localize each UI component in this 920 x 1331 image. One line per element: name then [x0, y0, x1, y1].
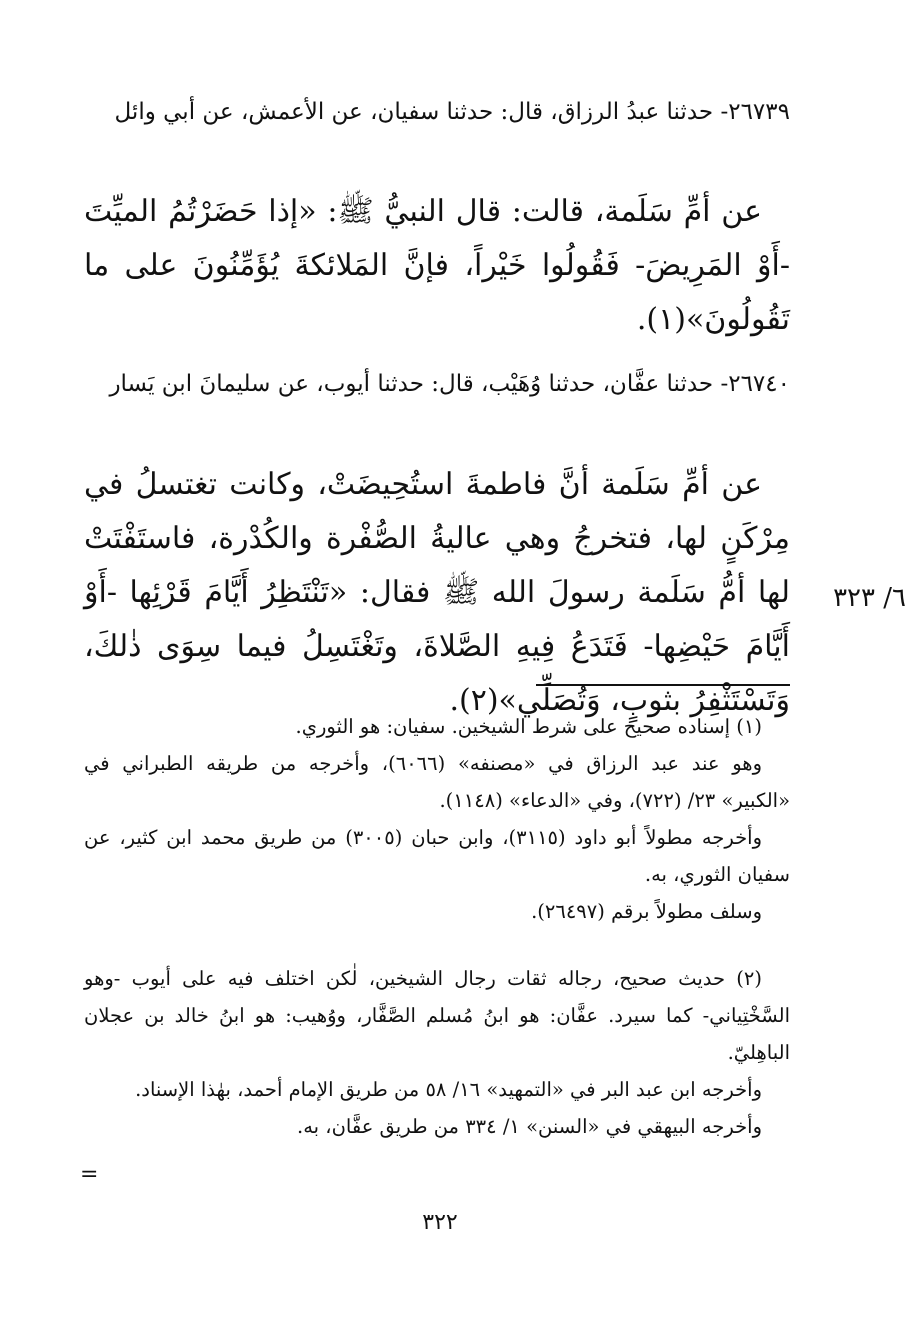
hadith-26740-text: عن أمِّ سَلَمة أنَّ فاطمةَ استُحِيضَتْ، وكانت تغتسلُ في مِرْكَنٍ لها، فتخرجُ وهي عاليةُ الصُّفْرة والكُدْرة، فاستَفْتَتْ لها أمُّ سَلَمة رسولَ الله ﷺ فقال: «تَنْتَظِرُ أَيَّامَ قَرْئِها -أَوْ أَيَّامَ حَيْضِها- فَتَدَعُ فِيهِ الصَّلاةَ، وتَغْتَسِلُ فيما سِوَى ذٰلكَ، وَتَسْتَثْفِرُ بثوبٍ، وَتُصَلِّي»(٢).	[84, 467, 790, 718]
footnote-1-line: (١) إسناده صحيح على شرط الشيخين. سفيان: هو الثوري.	[295, 715, 762, 738]
footnote-1	[84, 708, 790, 930]
footnote-1-line: وسلف مطولاً برقم (٢٦٤٩٧).	[531, 900, 762, 923]
page-number: ٣٢٢	[422, 1210, 458, 1235]
continuation-mark: =	[80, 1162, 99, 1187]
footnote-2-line: وأخرجه البيهقي في «السنن» ١/ ٣٣٤ من طريق عفَّان، به.	[297, 1115, 762, 1138]
footnote-2-line: (٢) حديث صحيح، رجاله ثقات رجال الشيخين، لٰكن اختلف فيه على أيوب -وهو السَّخْتِياني- كما سيرد. عفَّان: هو ابنُ مُسلم الصَّفَّار، ووُهيب: هو ابنُ خالد بن عجلان الباهِليّ.	[84, 967, 790, 1064]
footnote-separator	[536, 684, 790, 686]
footnote-1-line: وهو عند عبد الرزاق في «مصنفه» (٦٠٦٦)، وأخرجه من طريقه الطبراني في «الكبير» ٢٣/ (٧٢٢)، وفي «الدعاء» (١١٤٨).	[84, 752, 790, 812]
footnote-2-line: وأخرجه ابن عبد البر في «التمهيد» ١٦/ ٥٨ من طريق الإمام أحمد، بهٰذا الإسناد.	[135, 1078, 762, 1101]
footnote-2	[84, 960, 790, 1145]
footnote-1-line: وأخرجه مطولاً أبو داود (٣١١٥)، وابن حبان (٣٠٠٥) من طريق محمد ابن كثير، عن سفيان الثوري، به.	[84, 826, 790, 886]
hadith-26740-chain: ٢٦٧٤٠- حدثنا عفَّان، حدثنا وُهَيْب، قال: حدثنا أيوب، عن سليمانَ ابن يَسار	[109, 371, 790, 397]
hadith-26739-text: عن أمِّ سَلَمة، قالت: قال النبيُّ ﷺ: «إذا حَضَرْتُمُ الميِّتَ -أَوْ المَرِيضَ- فَقُولُوا خَيْراً، فإنَّ المَلائكةَ يُؤَمِّنُونَ على ما تَقُولُونَ»(١).	[84, 194, 790, 337]
margin-page-reference: ٦/ ٣٢٣	[833, 583, 906, 613]
hadith-26739-chain: ٢٦٧٣٩- حدثنا عبدُ الرزاق، قال: حدثنا سفيان، عن الأعمش، عن أبي وائل	[114, 99, 790, 125]
